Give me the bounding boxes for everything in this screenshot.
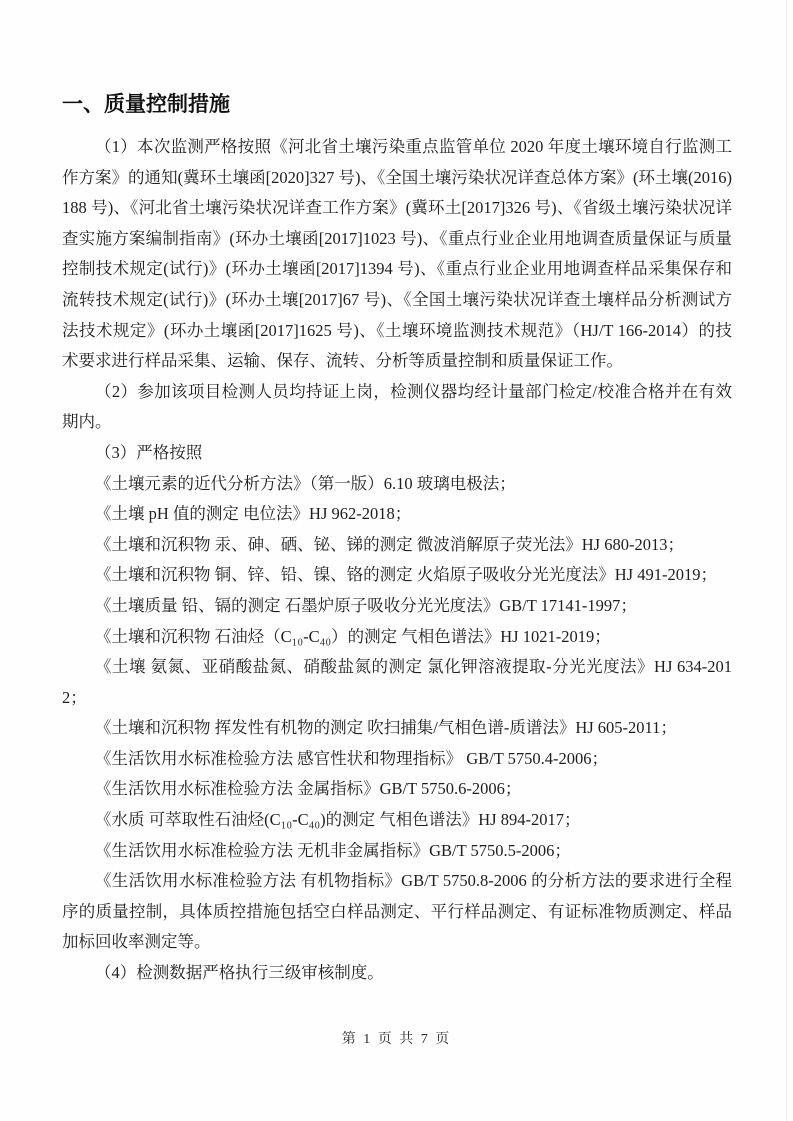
- standard-item-water-metal: 《生活饮用水标准检验方法 金属指标》GB/T 5750.6-2006；: [95, 779, 522, 799]
- standard-item-water-inorganic: 《生活饮用水标准检验方法 无机非金属指标》GB/T 5750.5-2006；: [95, 840, 571, 860]
- standard-item-petroleum-water: 《水质 可萃取性石油烃(C₁₀-C₄₀)的测定 气相色谱法》HJ 894-2017；: [95, 810, 581, 830]
- standard-item-soil-ph: 《土壤 pH 值的测定 电位法》HJ 962-2018；: [95, 504, 412, 524]
- standard-item-water-sensory: 《生活饮用水标准检验方法 感官性状和物理指标》 GB/T 5750.4-2006；: [95, 748, 609, 768]
- standard-item-copper-zinc: 《土壤和沉积物 铜、锌、铅、镍、铬的测定 火焰原子吸收分光光度法》HJ 491-2019；: [95, 565, 717, 585]
- standard-item-voc: 《土壤和沉积物 挥发性有机物的测定 吹扫捕集/气相色谱-质谱法》HJ 605-2011；: [95, 718, 677, 738]
- paragraph-three-level-review: （4）检测数据严格执行三级审核制度。: [95, 963, 384, 983]
- document-content: [62, 90, 732, 989]
- paragraph-strict-compliance: （3）严格按照: [95, 442, 203, 462]
- section-heading: 一、质量控制措施: [62, 92, 230, 116]
- paragraph-monitoring-basis: （1）本次监测严格按照《河北省土壤污染重点监管单位 2020 年度土壤环境自行监测工作方案》的通知(冀环土壤函[2020]327 号)、《全国土壤污染状况详查总体方案》(环土壤(2016)188 号)、《河北省土壤污染状况详查工作方案》(冀环土[2017]326 号)、《省级土壤污染状况详查实施方案编制指南》(环办土壤函[2017]1023 号)、《重点行业企业用地调查质量保证与质量控制技术规定(试行)》(环办土壤函[2017]1394 号)、《重点行业企业用地调查样品采集保存和流转技术规定(试行)》(环办土壤[2017]67 号)、《全国土壤污染状况详查土壤样品分析测试方法技术规定》(环办土壤函[2017]1625 号)、《土壤环境监测技术规范》（HJ/T 166-2014）的技术要求进行样品采集、运输、保存、流转、分析等质量控制和质量保证工作。: [62, 137, 732, 371]
- page-number-footer: 第 1 页 共 7 页: [341, 1032, 452, 1047]
- standard-item-ammonia-nitrogen: 《土壤 氨氮、亚硝酸盐氮、硝酸盐氮的测定 氯化钾溶液提取-分光光度法》HJ 634-2012；: [62, 657, 732, 707]
- standard-item-soil-elements: 《土壤元素的近代分析方法》（第一版）6.10 玻璃电极法；: [95, 473, 516, 493]
- standard-item-petroleum-soil: 《土壤和沉积物 石油烃（C₁₀-C₄₀）的测定 气相色谱法》HJ 1021-2019；: [95, 626, 611, 646]
- paragraph-water-organic-qc: 《生活饮用水标准检验方法 有机物指标》GB/T 5750.8-2006 的分析方法的要求进行全程序的质量控制，具体质控措施包括空白样品测定、平行样品测定、有证标准物质测定、样品加标回收率测定等。: [62, 871, 732, 952]
- scan-edge-artifact: [786, 0, 787, 1121]
- paragraph-personnel-instruments: （2）参加该项目检测人员均持证上岗，检测仪器均经计量部门检定/校准合格并在有效期内。: [62, 381, 732, 432]
- standard-item-lead-cadmium: 《土壤质量 铅、镉的测定 石墨炉原子吸收分光光度法》GB/T 17141-1997；: [95, 595, 637, 615]
- standard-item-mercury-arsenic: 《土壤和沉积物 汞、砷、硒、铋、锑的测定 微波消解原子荧光法》HJ 680-2013；: [95, 534, 684, 554]
- document-body: [62, 132, 732, 989]
